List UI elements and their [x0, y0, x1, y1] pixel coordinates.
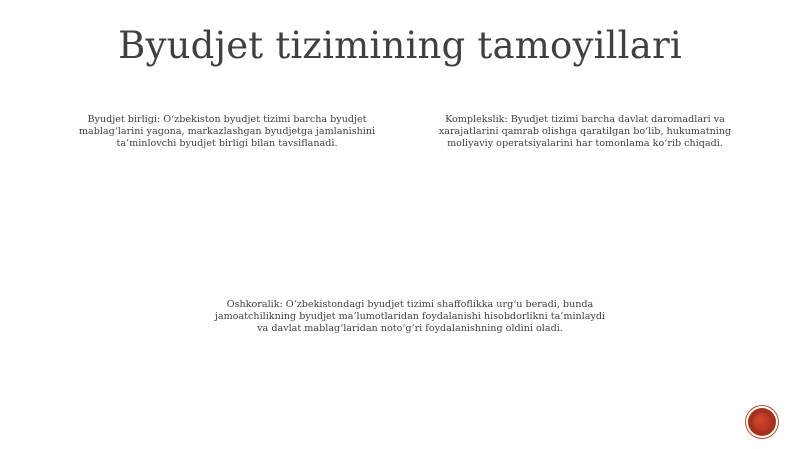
paragraph-byudjet-birligi: Byudjet birligi: O‘zbekiston byudjet tizimi barcha byudjet mablag‘larini yagona, markazlashgan byudjetga jamlanishini ta’minlovchi byudjet birligi bilan tavsiflanadi. — [78, 114, 376, 149]
paragraph-komplekslik: Komplekslik: Byudjet tizimi barcha davlat daromadlari va xarajatlarini qamrab olishga qaratilgan bo‘lib, hukumatning moliyaviy operatsiyalarini har tomonlama ko‘rib chiqadi. — [438, 114, 732, 149]
slide-title: Byudjet tizimining tamoyillari — [118, 24, 682, 67]
circle-button-inner — [753, 413, 771, 431]
paragraph-oshkoralik: Oshkoralik: O‘zbekistondagi byudjet tizimi shaffoflikka urg‘u beradi, bunda jamoatchilikning byudjet ma’lumotlaridan foydalanishi hisobdorlikni ta’minlaydi va davlat mablag‘laridan noto‘g‘ri foydalanishning oldini oladi. — [214, 299, 606, 334]
circle-button-icon[interactable] — [748, 408, 776, 436]
